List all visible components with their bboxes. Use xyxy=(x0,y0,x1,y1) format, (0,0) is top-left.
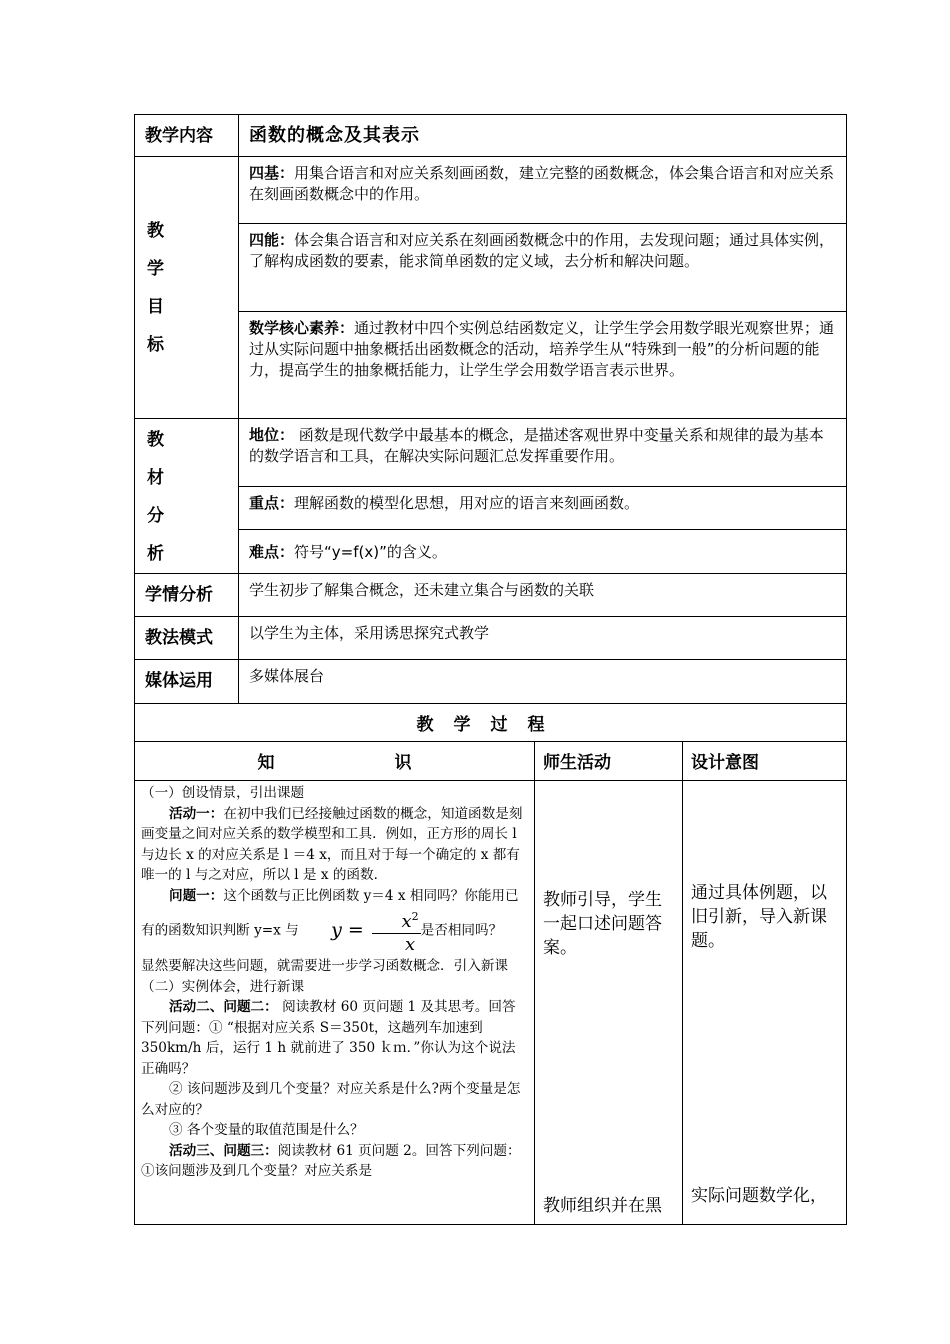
activity-three: 活动三、问题三：阅读教材 61 页问题 2。回答下列问题：①该问题涉及到几个变量？对应关系是 xyxy=(141,1142,521,1179)
analysis-label: 教 材 分 析 xyxy=(135,419,239,574)
col-knowledge: 知识 xyxy=(135,742,535,781)
activity-two: 活动二、问题二： 阅读教材 60 页问题 1 及其思考。回答下列问题：① “根据对应关系 S＝350t，这趟列车加速到 350km/h 后，运行 1 h 就前进了 350 ｋｍ．”你认为这个说法正确吗？ xyxy=(141,999,516,1077)
col-activity: 师生活动 xyxy=(535,742,683,781)
question-two-b: ② 该问题涉及到几个变量？对应关系是什么?两个变量是怎么对应的？ xyxy=(141,1081,521,1118)
process-title: 教学过程 xyxy=(135,704,847,742)
analysis-position: 地位： 函数是现代数学中最基本的概念，是描述客观世界中变量关系和规律的最为基本的数学语言和工具，在解决实际问题汇总发挥重要作用。 xyxy=(239,419,847,487)
goal-four-basics: 四基：用集合语言和对应关系刻画函数，建立完整的函数概念，体会集合语言和对应关系在刻画函数概念中的作用。 xyxy=(239,157,847,224)
analysis-difficulty: 难点：符号“y=f(x)”的含义。 xyxy=(239,530,847,574)
student-analysis-label: 学情分析 xyxy=(135,574,239,617)
activity-2: 教师组织并在黑 xyxy=(543,1196,662,1216)
activity-1: 教师引导，学生一起口述问题答案。 xyxy=(543,890,662,958)
section-two-heading: （二）实例体会，进行新课 xyxy=(141,978,305,995)
intent-2: 实际问题数学化， xyxy=(691,1186,827,1206)
lesson-plan-table xyxy=(134,114,847,1225)
intro-new-lesson: 显然要解决这些问题，就需要进一步学习函数概念．引入新课 xyxy=(141,958,509,974)
activity-one: 活动一：在初中我们已经接触过函数的概念，知道函数是刻画变量之间对应关系的数学模型和工具．例如，正方形的周长 l 与边长 x 的对应关系是 l ＝4 x，而且对于每一个确定的 x 都有唯一的 l 与之对应，所以 l 是 x 的函数． xyxy=(141,805,523,883)
student-analysis-text: 学生初步了解集合概念，还未建立集合与函数的关联 xyxy=(239,574,847,617)
goal-core-literacy: 数学核心素养：通过教材中四个实例总结函数定义，让学生学会用数学眼光观察世界；通过从实际问题中抽象概括出函数概念的活动，培养学生从“特殊到一般”的分析问题的能力，提高学生的抽象概括能力，让学生学会用数学语言表示世界。 xyxy=(239,312,847,419)
question-one: 问题一：这个函数与正比例函数 y＝4 x 相同吗？你能用已有的函数知识判断 y=x 与 y = $\frac{x^2}{x}$ 是否相同吗？ xyxy=(141,887,519,955)
activity-cell xyxy=(535,781,683,1225)
content-label: 教学内容 xyxy=(135,115,239,157)
goals-label: 教 学 目 标 xyxy=(135,157,239,419)
media-text: 多媒体展台 xyxy=(239,660,847,704)
section-one-heading: （一）创设情景，引出课题 xyxy=(141,785,305,801)
teaching-mode-label: 教法模式 xyxy=(135,617,239,660)
col-intent: 设计意图 xyxy=(683,742,847,781)
media-label: 媒体运用 xyxy=(135,660,239,704)
teaching-mode-text: 以学生为主体，采用诱思探究式教学 xyxy=(239,617,847,660)
knowledge-cell xyxy=(135,781,535,1225)
content-title: 函数的概念及其表示 xyxy=(239,115,847,157)
intent-1: 通过具体例题，以旧引新，导入新课题。 xyxy=(691,883,827,951)
analysis-key-point: 重点：理解函数的模型化思想，用对应的语言来刻画函数。 xyxy=(239,486,847,530)
question-two-c: ③ 各个变量的取值范围是什么？ xyxy=(169,1122,364,1138)
formula-y-x2-over-x: y = $\frac{x^2}{x}$ xyxy=(303,906,421,956)
intent-cell xyxy=(683,781,847,1225)
goal-four-abilities: 四能：体会集合语言和对应关系在刻画函数概念中的作用，去发现问题；通过具体实例，了解构成函数的要素，能求简单函数的定义域，去分析和解决问题。 xyxy=(239,224,847,312)
